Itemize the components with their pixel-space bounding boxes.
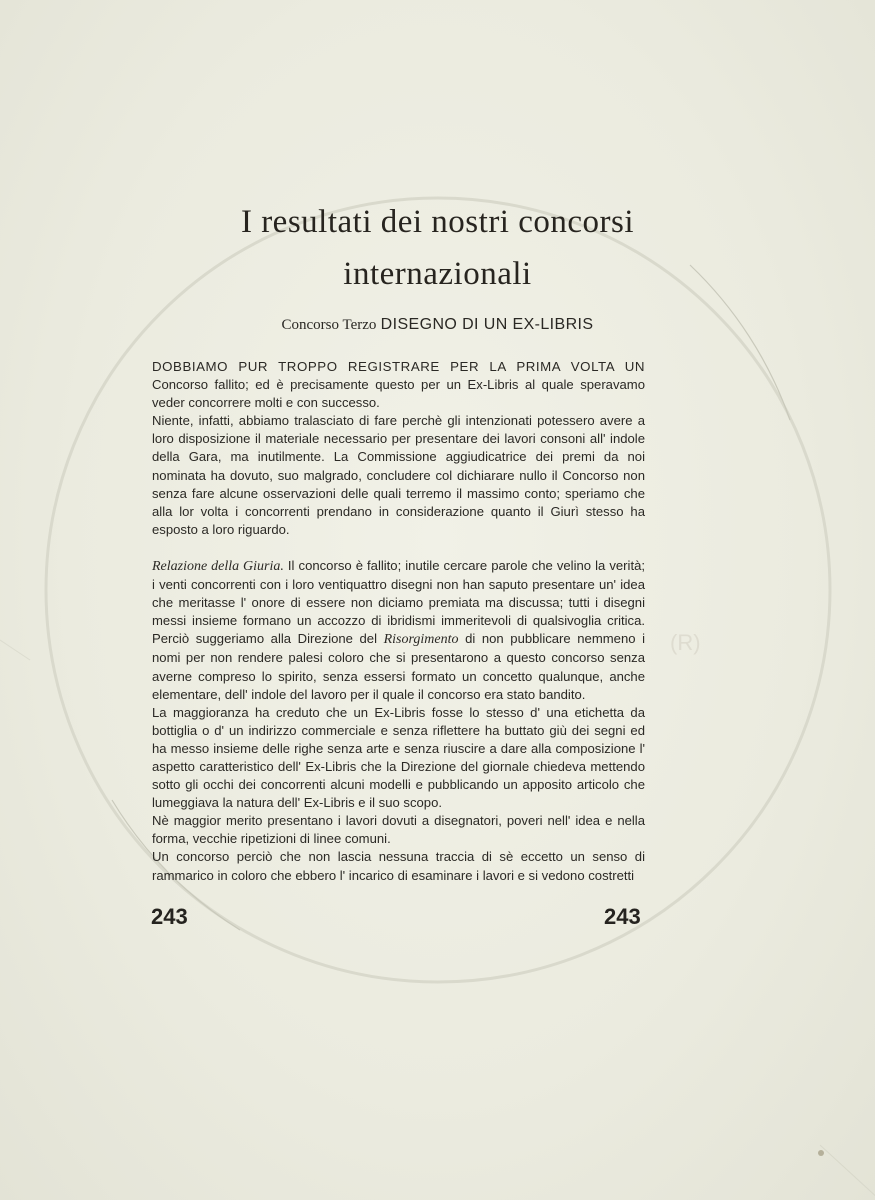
- registered-mark: (R): [670, 630, 701, 655]
- paragraph-2: Niente, infatti, abbiamo tralasciato di fare perchè gli intenzionati potessero avere a loro disposizione il materiale necessario per presentare dei lavori consoni all' indole della Gara, ma inutilmente. La Commissione aggiudicatrice dei premi da noi nominata ha dovuto, suo malgrado, concludere col dichiarare nullo il Concorso non senza fare alcune osservazioni delle quali terremo il massimo conto; speriamo che alla lor volta i concorrenti prendano in considerazione quanto il Giurì stesso ha esposto a loro riguardo.: [152, 413, 645, 537]
- paragraph-3: [152, 557, 645, 704]
- article-body: [152, 358, 645, 885]
- journal-name: Risorgimento: [383, 632, 459, 648]
- paragraph-4: La maggioranza ha creduto che un Ex-Libris fosse lo stesso d' una etichetta da bottiglia o d' un indirizzo commerciale e senza riflettere ha buttato giù dei segni ed ha messo insieme delle righe senza arte e senza riuscire a dare alla composizione l' aspetto caratteristico dell' Ex-Libris che la Direzione del giornale chiedeva mettendo sotto gli occhi dei concorrenti alcuni modelli e pubblicando un apposito articolo che lumeggiava la natura dell' Ex-Libris e il suo scopo.: [152, 704, 645, 811]
- jury-report-label: Relazione della Giuria.: [152, 558, 284, 574]
- paragraph-5: Nè maggior merito presentano i lavori dovuti a disegnatori, poveri nell' idea e nella forma, vecchie ripetizioni di linee comuni.: [152, 813, 645, 847]
- paragraph-3-part-a: Il concorso è fallito; inutile cercare parole che velino la verità; i venti concorrenti con i loro ventiquattro disegni non han saputo presentare un' idea che meritasse l' onore di essere non diciamo premiata ma discussa; tutti i disegni messi insieme formano un accozzo di ibridismi immeritevoli di qualsivoglia critica. Perciò suggeriamo alla Direzione del: [152, 557, 646, 647]
- paragraph-1-caps: DOBBIAMO PUR TROPPO REGISTRARE PER LA PRIMA VOLTA UN: [152, 359, 645, 374]
- paragraph-1: [152, 358, 645, 412]
- subtitle-main: DISEGNO DI UN EX-LIBRIS: [380, 316, 594, 333]
- page-number-left: 243: [151, 904, 188, 929]
- paragraph-3-part-b: di non pubblicare nemmeno i nomi per non rendere palesi coloro che si presentarono a questo concorso senza averne compreso lo spirito, senza essersi formato un concetto qualunque, anche elementare, dell' indole del lavoro per il quale il concorso era stato bandito.: [152, 631, 645, 702]
- subtitle-prefix: Concorso Terzo: [281, 317, 377, 333]
- page-number-right: 243: [604, 904, 641, 929]
- article-title-line-2: internazionali: [343, 256, 532, 292]
- article-title-line-1: I resultati dei nostri concorsi: [240, 204, 635, 240]
- paragraph-1-rest: Concorso fallito; ed è precisamente questo per un Ex-Libris al quale speravamo veder concorrere molti e con successo.: [152, 377, 645, 411]
- paragraph-6: Un concorso perciò che non lascia nessuna traccia di sè eccetto un senso di rammarico in coloro che ebbero l' incarico di esaminare i lavori e si vedono costretti: [152, 849, 645, 883]
- paper-stain: [818, 1150, 824, 1156]
- article-subtitle: [150, 314, 725, 334]
